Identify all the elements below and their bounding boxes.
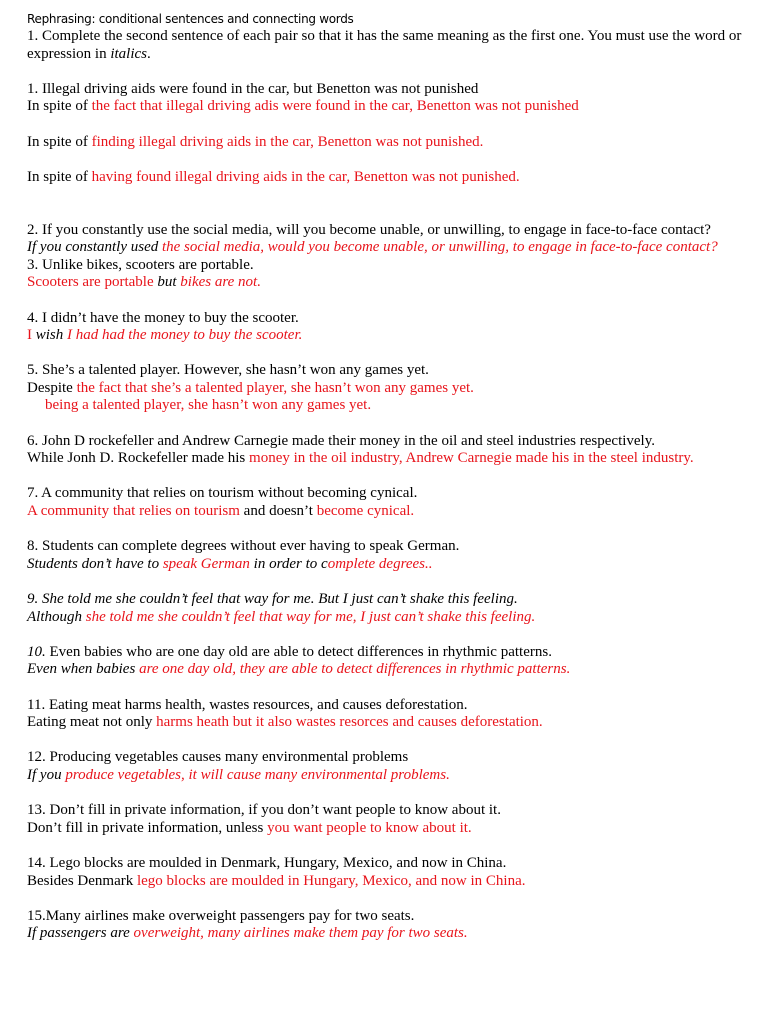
q14-answer-text: lego blocks are moulded in Hungary, Mexico, and now in China.: [136, 872, 526, 889]
q6-answer-text: money in the oil industry, Andrew Carnegie made his in the steel industry.: [249, 450, 694, 467]
q14-answer-lead: Besides Denmark: [27, 872, 137, 889]
q9-answer-lead: Although: [27, 608, 82, 625]
document-title: Rephrasing: conditional sentences and connecting words: [27, 12, 354, 26]
q8-answer-a: speak German: [162, 555, 250, 572]
q10-answer: [27, 661, 757, 679]
q3-keyword: but: [157, 274, 177, 291]
q5-answer-alt: being a talented player, she hasn’t won any games yet.: [45, 397, 372, 414]
q11-answer: [27, 714, 757, 732]
q9-prompt: 9. She told me she couldn’t feel that way for me. But I just can’t shake this feeling.: [27, 591, 518, 607]
instruction: [27, 28, 757, 63]
q9-answer-text: she told me she couldn’t feel that way for me, I just can’t shake this feeling.: [82, 608, 536, 625]
q8-answer-lead: Students don’t have to: [27, 555, 163, 572]
q1-answer-1-text: the fact that illegal driving adis were found in the car, Benetton was not punished: [91, 98, 579, 115]
document-page: [27, 11, 757, 943]
q10-prompt: [27, 644, 757, 662]
q11-answer-text: harms heath but it also wastes resorces and causes deforestation.: [156, 714, 543, 731]
q7-keyword: and doesn’t: [239, 503, 317, 520]
q13-answer: [27, 820, 757, 838]
q1-answer-3-lead: In spite of: [27, 168, 92, 185]
q1-answer-1-lead: In spite of: [27, 98, 92, 115]
q13-answer-text: you want people to know about it.: [267, 819, 472, 836]
q7-answer: [27, 503, 757, 521]
q2-answer-text: the social media, would you become unable, or unwilling, to engage in face-to-face contact?: [158, 239, 718, 256]
q11-prompt: 11. Eating meat harms health, wastes resources, and causes deforestation.: [27, 696, 468, 713]
q1-answer-1: [27, 98, 757, 116]
q4-prompt: 4. I didn’t have the money to buy the scooter.: [27, 309, 299, 326]
q4-answer-b: I had had the money to buy the scooter.: [63, 327, 303, 344]
q8-keyword: in order to c: [249, 555, 328, 572]
q2-answer-lead: If you constantly used: [27, 239, 159, 256]
q9-answer: [27, 609, 757, 627]
q15-answer: [27, 925, 757, 943]
q8-prompt: 8. Students can complete degrees without ever having to speak German.: [27, 538, 460, 555]
q7-answer-a: A community that relies on tourism: [27, 503, 240, 520]
q11-answer-lead: Eating meat not only: [27, 714, 157, 731]
q7-answer-b: become cynical.: [316, 503, 415, 520]
q12-answer: [27, 767, 757, 785]
q12-answer-text: produce vegetables, it will cause many environmental problems.: [61, 766, 450, 783]
q15-prompt: 15.Many airlines make overweight passengers pay for two seats.: [27, 907, 415, 924]
q12-prompt: 12. Producing vegetables causes many environmental problems: [27, 749, 409, 766]
q1-answer-2: [27, 134, 757, 152]
q2-prompt: 2. If you constantly use the social media, will you become unable, or unwilling, to engage in face-to-face contact?: [27, 221, 711, 238]
q6-answer: [27, 450, 757, 468]
q15-answer-text: overweight, many airlines make them pay for two seats.: [129, 925, 468, 942]
instruction-end: .: [147, 45, 151, 62]
q3-prompt: 3. Unlike bikes, scooters are portable.: [27, 256, 254, 273]
q14-answer: [27, 873, 757, 891]
q1-answer-3-text: having found illegal driving aids in the car, Benetton was not punished.: [91, 168, 520, 185]
q5-prompt: 5. She’s a talented player. However, she hasn’t won any games yet.: [27, 362, 429, 379]
q1-prompt: 1. Illegal driving aids were found in the car, but Benetton was not punished: [27, 80, 479, 97]
q4-keyword: wish: [35, 327, 64, 344]
q2-answer: [27, 239, 757, 257]
instruction-text: 1. Complete the second sentence of each pair so that it has the same meaning as the first one. You must use the word or expression in: [27, 28, 742, 62]
q1-answer-2-lead: In spite of: [27, 133, 92, 150]
q5-answer-text: the fact that she’s a talented player, she hasn’t won any games yet.: [76, 379, 474, 396]
q15-answer-lead: If passengers are: [27, 925, 130, 942]
q8-answer-b: omplete degrees..: [327, 555, 433, 572]
q10-prompt-text: Even babies who are one day old are able to detect differences in rhythmic patterns.: [45, 643, 552, 660]
q5-answer: [27, 380, 757, 398]
q3-answer-b: bikes are not.: [176, 274, 261, 291]
q6-prompt: 6. John D rockefeller and Andrew Carnegie made their money in the oil and steel industries respectively.: [27, 432, 656, 449]
instruction-italic-word: italics: [110, 45, 147, 62]
q6-answer-lead: While Jonh D. Rockefeller made his: [27, 450, 250, 467]
q12-answer-lead: If you: [27, 766, 62, 783]
q7-prompt: 7. A community that relies on tourism without becoming cynical.: [27, 485, 418, 502]
q10-answer-lead: Even when babies: [27, 661, 136, 678]
q13-prompt: 13. Don’t fill in private information, if you don’t want people to know about it.: [27, 802, 501, 819]
q3-answer-a: Scooters are portable: [27, 274, 158, 291]
q1-answer-3: [27, 169, 757, 187]
q3-answer: [27, 274, 757, 292]
q8-answer: [27, 556, 757, 574]
q1-answer-2-text: finding illegal driving aids in the car, Benetton was not punished.: [91, 133, 484, 150]
q14-prompt: 14. Lego blocks are moulded in Denmark, Hungary, Mexico, and now in China.: [27, 854, 507, 871]
q4-answer: [27, 327, 757, 345]
q5-answer-lead: Despite: [27, 379, 77, 396]
q10-answer-text: are one day old, they are able to detect differences in rhythmic patterns.: [135, 661, 571, 678]
q13-answer-lead: Don’t fill in private information, unless: [27, 819, 268, 836]
q10-number: 10.: [27, 643, 46, 660]
q4-answer-a: I: [27, 327, 36, 344]
